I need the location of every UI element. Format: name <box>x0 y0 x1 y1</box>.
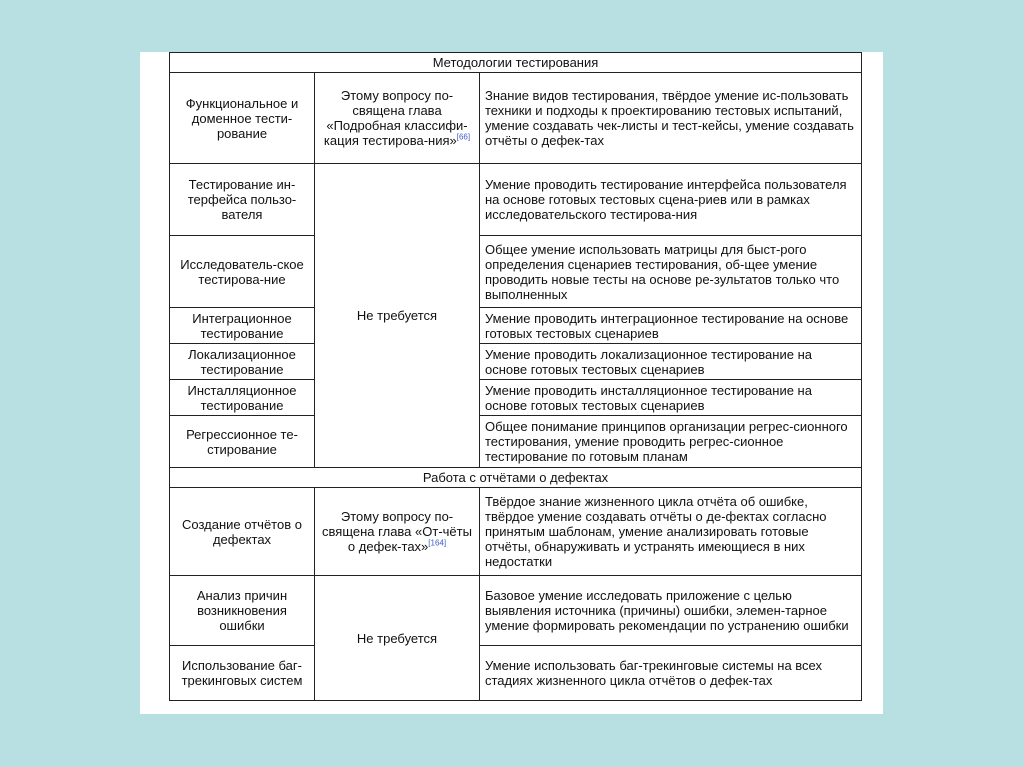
reference-link[interactable]: [66] <box>456 132 471 142</box>
table-row <box>170 344 862 380</box>
topic-cell: Регрессионное те-стирование <box>170 416 315 468</box>
topic-cell: Создание отчётов о дефектах <box>170 488 315 576</box>
skill-cell: Умение проводить тестирование интерфейса пользователя на основе готовых тестовых сцена-риев или в рамках исследовательского тестирова-ния <box>480 164 862 236</box>
topic-cell: Использование баг-трекинговых систем <box>170 646 315 701</box>
table-row <box>170 380 862 416</box>
note-cell: Не требуется <box>315 164 480 468</box>
reference-link[interactable]: [164] <box>428 538 447 548</box>
skill-cell: Умение проводить локализационное тестирование на основе готовых тестовых сценариев <box>480 344 862 380</box>
skill-cell: Общее умение использовать матрицы для быст-рого определения сценариев тестирования, об-щее умение проводить новые тесты на основе ре-зультатов только что выполненных <box>480 236 862 308</box>
topic-cell: Функциональное и доменное тести-рование <box>170 73 315 164</box>
topic-cell: Локализационное тестирование <box>170 344 315 380</box>
topic-cell: Тестирование ин-терфейса пользо-вателя <box>170 164 315 236</box>
topic-cell: Исследователь-ское тестирова-ние <box>170 236 315 308</box>
topic-cell: Анализ причин возникновения ошибки <box>170 576 315 646</box>
skill-cell: Базовое умение исследовать приложение с целью выявления источника (причины) ошибки, элемен-тарное умение формировать рекомендации по устранению ошибки <box>480 576 862 646</box>
skill-cell: Умение использовать баг-трекинговые системы на всех стадиях жизненного цикла отчётов о дефек-тах <box>480 646 862 701</box>
table-row <box>170 164 862 236</box>
note-cell: Не требуется <box>315 576 480 701</box>
topic-cell: Инсталляционное тестирование <box>170 380 315 416</box>
table-row <box>170 236 862 308</box>
section-title: Методологии тестирования <box>170 53 862 73</box>
section-header-row <box>170 53 862 73</box>
slide-page <box>140 52 883 714</box>
note-cell <box>315 488 480 576</box>
table-row <box>170 416 862 468</box>
table-row <box>170 308 862 344</box>
table-row <box>170 576 862 646</box>
note-text: Этому вопросу по-священа глава «Подробная классифи-кация тестирова-ния» <box>323 88 468 148</box>
skills-table <box>169 52 862 701</box>
skill-cell: Умение проводить инсталляционное тестирование на основе готовых тестовых сценариев <box>480 380 862 416</box>
skill-cell: Знание видов тестирования, твёрдое умение ис-пользовать техники и подходы к проектированию тестовых испытаний, умение создавать чек-листы и тест-кейсы, умение создавать отчёты о дефек-тах <box>480 73 862 164</box>
section-header-row <box>170 468 862 488</box>
skill-cell: Умение проводить интеграционное тестирование на основе готовых тестовых сценариев <box>480 308 862 344</box>
topic-cell: Интеграционное тестирование <box>170 308 315 344</box>
skill-cell: Твёрдое знание жизненного цикла отчёта об ошибке, твёрдое умение создавать отчёты о де-фектах согласно принятым шаблонам, умение анализировать готовые отчёты, обнаруживать и устранять имеющиеся в них недостатки <box>480 488 862 576</box>
skill-cell: Общее понимание принципов организации регрес-сионного тестирования, умение проводить регрес-сионное тестирование по готовым планам <box>480 416 862 468</box>
section-title: Работа с отчётами о дефектах <box>170 468 862 488</box>
table-row <box>170 73 862 164</box>
note-cell <box>315 73 480 164</box>
table-row <box>170 646 862 701</box>
note-text: Этому вопросу по-священа глава «От-чёты о дефек-тах» <box>322 509 472 554</box>
table-row <box>170 488 862 576</box>
